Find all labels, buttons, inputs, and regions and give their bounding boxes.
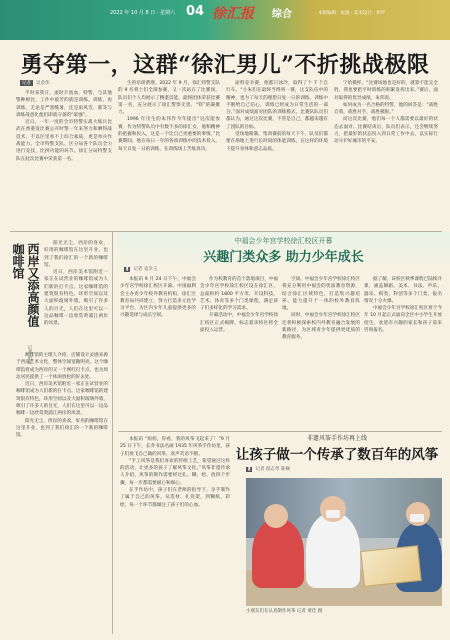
lead-column-4 — [334, 80, 438, 232]
paragraph: 作为校教育的首个落地项目，中福会少年宫学校徐汇校区设在徐汇区，总面积约 1800 平方米，开设科技、艺术、体育等多个门类课程，满足孩子们多样化的学习需求。 — [200, 277, 278, 312]
lead-byline — [20, 80, 50, 86]
photo-kite — [360, 545, 421, 587]
kite-headline: 让孩子做一个传承了数百年的风筝 — [235, 447, 439, 463]
photo-face — [320, 496, 346, 522]
photo-child-white — [306, 512, 360, 588]
divider — [118, 431, 442, 432]
story-headline: 兴趣门类众多 助力少年成长 — [203, 250, 364, 265]
paragraph: 阳光无尘，西岸的喜欢，好用的咖啡馆在这里开业，也到了我们徐汇的一个新的咖啡馆。 — [44, 241, 108, 268]
paragraph: 如何成为一名合格的特警，他的回答是：“战胜自我，战胜对手，战胜极限。” — [334, 102, 438, 116]
story-column-3 — [282, 276, 360, 430]
kite-kicker: 非遗风筝手作坊再上线 — [306, 435, 367, 442]
paragraph: 宁哈模样，“比赛场地也是好的，就算不能完全胜，我也要把平时训练的积累发挥出来。”赛后，面对取得的优异成绩，朱伟说。 — [334, 81, 438, 101]
kite-byline — [246, 466, 290, 472]
page-number: 04 — [186, 4, 205, 19]
story-column-4 — [364, 276, 442, 430]
story-byline — [124, 266, 157, 272]
byline-name: 吴金伟 — [36, 81, 50, 86]
paragraph: 本报讯 9 月 24 日下午，中福会少年宫学校徐汇校区开幕。中国福利会主办青少年校外教育机构，徐汇区教育局共同建立，努力打造多元化学习平台，为区内少年儿童提供更多的兴趣选择与成长空间。 — [120, 277, 196, 319]
byline-tag: ▮ — [248, 467, 251, 472]
lead-headline: 勇夺第一，这群“徐汇男儿”不折挑战极限 — [20, 52, 430, 78]
paragraph: 同时，中福会少年宫学校徐汇校区还将积极探索校内外教育融合发展的新路径，为区域青少年提供更优质的教育服务。 — [282, 313, 360, 341]
side-headline: 西岸又添高颜值咖啡馆 — [11, 243, 40, 327]
byline-tag: ▮ — [126, 267, 129, 272]
paragraph: “手工风筝是我们喜欢的传统工艺，希望通过这样的活动，让更多的孩子了解风筝文化。”风筝非遗传承人介绍，风筝的制作需要经过扎、糊、绘、放四个步骤，每一步都需要耐心和细心。 — [120, 458, 230, 486]
byline-tag: 记者 — [22, 81, 31, 86]
paragraph: 开幕活动中，中福会少年宫学校徐汇校区正式揭牌，标志着该校区将全面投入运营。 — [200, 313, 278, 334]
paragraph: 生的培训费理。2022 年 9 月，徐汇特警支队的 9 名将士们全部参赛，又一次站在了比赛场，队员们个人均展示了精湛技能，最终团体荣获比赛第一名，充分展示了徐汇警察无畏、“铁”的凝聚力。 — [118, 81, 220, 116]
paragraph: 近日，一年一度的全市特警实战大练兵比武在香港发比赛公开时警一年来努力和晒得战技术，不以区里看不上综合素质，更是单兵作战能力。全市特警支队、区分局各个队员全力进行竞技，比拼功能的环节。徐汇分局特警支队在此次比赛中荣获第一名。 — [16, 120, 112, 162]
paragraph: 1996 年出生的朱伟作今年提出“这次能参赛，作为特警队员中有数不多的徐汇女，他和精神的把握和投入，这是一个比自己更重要的事情。”比赛期间，他在每日一年的各项训练中的技术投入，每天日复一日的训练，在训练场上苦练真功。 — [118, 117, 220, 152]
story-column-1 — [120, 276, 196, 430]
side-byline: 记者 赵虹 — [27, 345, 32, 365]
photo-child-red — [252, 518, 304, 588]
paragraph: 受场地限制，集训赛前的每天下午，队员们都要在场地上进行长时间的体能训练，在这样的环境下提升身体和意志品质。 — [226, 132, 328, 152]
paragraph: 据了解，该校区秋季课程已陆续开课，涵盖舞蹈、美术、书法、声乐、器乐、棋类、科创等多个门类，报名情况十分火爆。 — [364, 277, 442, 304]
issue-date: 2022 年 10 月 8 日 · 星期六 — [110, 10, 175, 16]
paragraph: 在手作坊中，孩子们在老师的指导下，亲手制作了属于自己的风筝。从选材、扎骨架，到糊纸、彩绘，每一个环节都倾注了孩子们的心血。 — [120, 488, 230, 508]
paragraph: 而这次比赛，他们每一个人都需要以最好的状态去面对。比赛结束后，队员们表示，还会继续努力，把最好的状态投入到日常工作中去，以实际行动守护好城市的平安。 — [334, 117, 438, 145]
paragraph: 半时来我汗，流时夕流血，特警，与其他警种相比，工作中最苦的就是训练。训练，再训练，无论是严寒酷暑，还是雨风雪，都等与训练战意化他们即战守备的“最强”。 — [16, 91, 112, 118]
paragraph: 咖啡馆的主理人介绍，店铺设计灵感来源于西岸艺术文化，整体空间宽敞明亮。这个咖啡馆将成为西岸的又一个网红打卡点，也为周边居民提供了一个休闲放松的好去处。 — [16, 353, 108, 380]
byline-name: 记者 袁幸玉 — [133, 267, 158, 272]
story-kicker: 中福会少年宫学校徐汇校区开幕 — [234, 237, 333, 245]
side-column-top — [44, 240, 108, 350]
editor-info: 本版编辑：张晓 · 美术设计：胡平 — [318, 11, 386, 16]
byline-name: 记者 倪志琴 陈娴 — [255, 467, 290, 472]
side-column-bottom — [16, 352, 108, 632]
story-column-2 — [200, 276, 278, 430]
divider — [112, 232, 113, 634]
paragraph: 空间。中福会少年宫学校徐汇校区将充分利用中福会的优质教育资源，结合徐汇区域特色，打造集兴趣培养、能力提升于一体的校外教育阵地。 — [282, 277, 360, 312]
section-name: 综合 — [272, 9, 292, 20]
paragraph: 中福会少年宫学校徐汇校区将于今年 10 月起正式面向全区中小学生开放招生，欢迎有兴趣的家长和孩子前来咨询报名。 — [364, 306, 442, 334]
paragraph: 阳光无尘，西岸的喜欢，好用的咖啡馆在这里开业，也到了我们徐汇的一个新的咖啡馆。 — [16, 418, 108, 439]
newspaper-name: 徐汇报 — [212, 6, 254, 22]
photo-mask — [326, 510, 340, 518]
paragraph: 近日，西岸美术馆附近一家正在试营业的咖啡馆成为人们新的打卡点。这家咖啡馆的建筑很有特色，环形空间以及大面积玻璃外墙，吸引了许多人的目光，人们在这里可以一边品咖啡一边欣赏黄浦江两岸的风景。 — [16, 382, 108, 417]
paragraph: 面料竞争赛，他都只冰冷，取得了个 7 个自行车。“小朱们在最终当终将一赛，这支队伍中的精神，也为了每天的理想日复一日的训练，训练中不断给自己信心，训练已经成为日常生活的一部分。”面对成绩面对团队的训练模式，比赛队队员们都认为，通过这次比赛，不管是自己，都越来越有了团队的目标。 — [226, 81, 328, 130]
kite-column-1 — [120, 436, 230, 634]
paragraph: 近日，西岸美术馆附近一家正在试营业的咖啡馆成为人们新的打卡点。这家咖啡馆的建筑很有特色，环形空间以及大面积玻璃外墙，吸引了许多人的目光，人们在这里可以一边品咖啡一边欣赏黄浦江两岸的风景。 — [44, 270, 108, 327]
masthead — [0, 0, 450, 40]
lead-column-2 — [118, 80, 220, 232]
photo-caption: 小朋友们在认真制作风筝 记者 黄佳 摄 — [246, 609, 323, 614]
paragraph: 本报讯 “妈妈，你看，我的风筝飞起来了！”9 月 25 日下午，长乔书法名画 1935 年风筝手作坊里，孩子们放飞自己做的风筝，欢声笑语不断。 — [120, 437, 230, 457]
photo-face — [264, 504, 288, 528]
lead-column-1 — [16, 90, 112, 232]
photo-mask — [410, 514, 424, 522]
lead-column-3 — [226, 80, 328, 232]
kite-workshop-photo — [246, 478, 442, 606]
